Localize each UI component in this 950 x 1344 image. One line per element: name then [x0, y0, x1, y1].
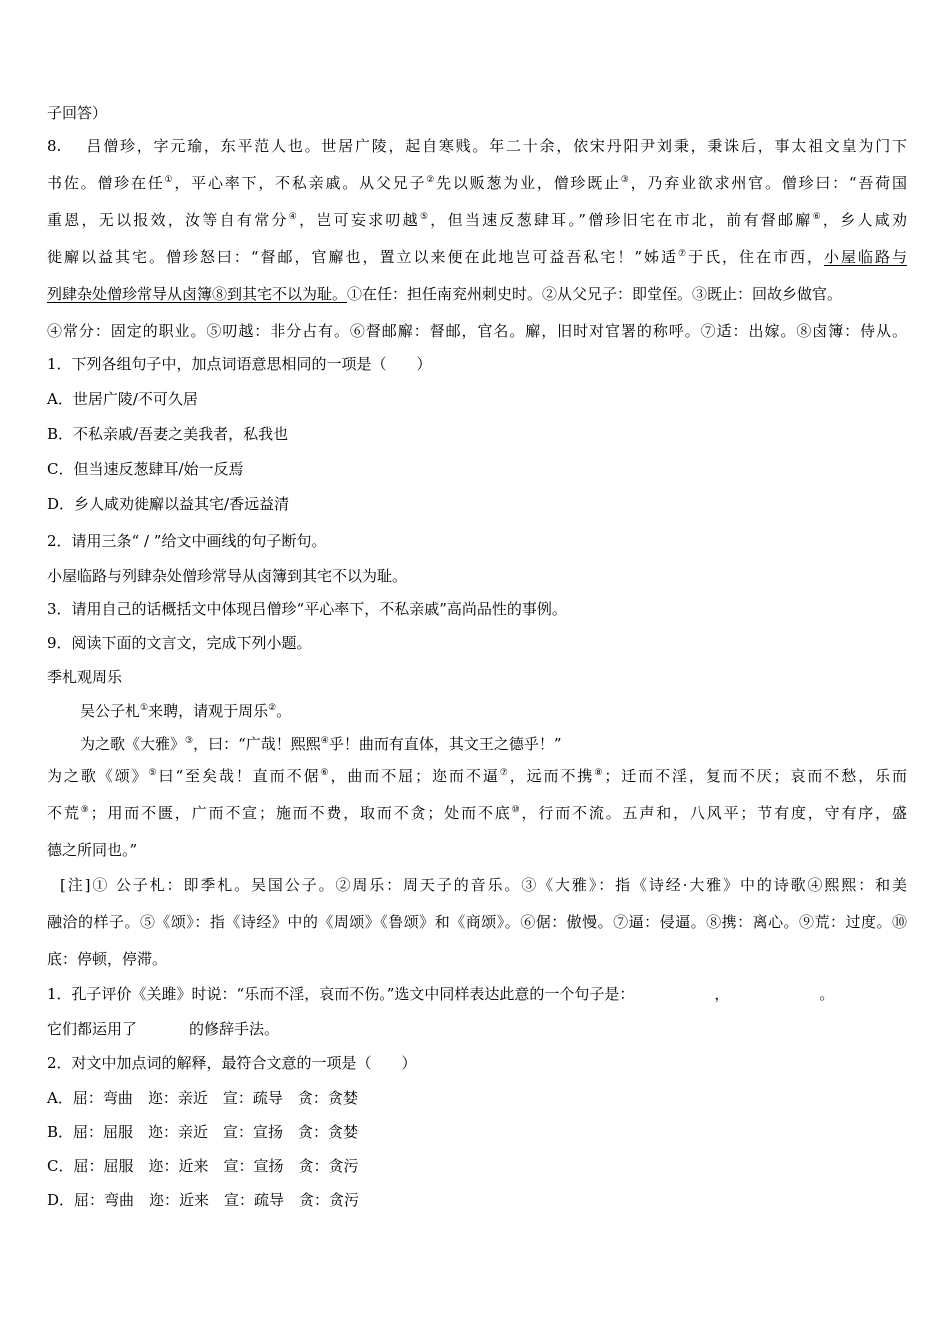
q8-line-4-text: 徙廨以益其宅。僧珍怒曰：“督邮，官廨也，置立以来便在此地岂可益吾私宅！”姊适⑦于氏，住在市西， — [47, 248, 825, 266]
q9-notes-line-2: 融洽的样子。⑤《颂》：指《诗经》中的《周颂》《鲁颂》和《商颂》。⑥倨：傲慢。⑦逼：侵逼。⑧携：离心。⑨荒：过度。⑩ — [47, 913, 907, 931]
q9-sub-question-1-continued — [47, 1019, 907, 1039]
q8-notes-part-2: ④常分：固定的职业。⑤叨越：非分占有。⑥督邮廨：督邮，官名。廨，旧时对官署的称呼。⑦适：出嫁。⑧卤簿：侍从。 — [47, 322, 907, 340]
q9-passage-line-5: 德之所同也。” — [47, 841, 138, 859]
q9-sub-question-2: 2．对文中加点词的解释，最符合文意的一项是（ ） — [47, 1054, 417, 1072]
q9-passage-line-3: 为之歌《颂》⑤曰“至矣哉！直而不倨⑥，曲而不屈；迩而不逼⑦，远而不携⑧；迁而不淫，复而不厌；哀而不愁，乐而 — [47, 767, 907, 785]
q9-option-a: A．屈：弯曲 迩：亲近 宣：疏导 贪：贪婪 — [47, 1089, 358, 1107]
q8-sub-question-1: 1．下列各组句子中，加点词语意思相同的一项是（ ） — [47, 355, 432, 373]
q9-sub-question-1-text: 1．孔子评价《关雎》时说：“乐而不淫，哀而不伤。”选文中同样表达此意的一个句子是： — [47, 985, 635, 1003]
q9-notes-line-1: [注]① 公子札：即季札。吴国公子。②周乐：周天子的音乐。③《大雅》：指《诗经·大雅》中的诗歌④熙熙：和美 — [60, 876, 907, 894]
q9-passage-line-2: 为之歌《大雅》③，曰：“广哉！熙熙④乎！曲而有直体，其文王之德乎！” — [80, 735, 562, 753]
q8-option-c: C．但当速反葱肆耳/始一反焉 — [47, 460, 244, 478]
answer-blank-1[interactable] — [634, 984, 714, 1004]
q8-sub-question-2: 2．请用三条“ / ”给文中画线的句子断句。 — [47, 532, 327, 550]
answer-blank-2[interactable] — [729, 984, 819, 1004]
q8-sub-question-3: 3．请用自己的话概括文中体现吕僧珍“平心率下，不私亲戚”高尚品性的事例。 — [47, 600, 567, 618]
q9-title: 9．阅读下面的文言文，完成下列小题。 — [47, 634, 312, 652]
q8-passage-line-2: 书佐。僧珍在任①，平心率下，不私亲戚。从父兄子②先以贩葱为业，僧珍既止③，乃弃业欲求州官。僧珍曰：“吾荷国 — [47, 174, 907, 192]
q9-passage-title: 季札观周乐 — [47, 668, 123, 686]
end-mark: 。 — [819, 985, 835, 1003]
continued-text: 子回答） — [47, 104, 108, 122]
q8-notes-part-1: ①在任：担任南兖州刺史时。②从父兄子：即堂侄。③既止：回故乡做官。 — [347, 285, 843, 303]
q9-s1-prefix: 它们都运用了 — [47, 1020, 138, 1038]
q8-passage-line-1: 8. 吕僧珍，字元瑜，东平范人也。世居广陵，起自寒贱。年二十余，依宋丹阳尹刘秉，秉诛后，事太祖文皇为门下 — [47, 137, 907, 155]
q8-option-b: B．不私亲戚/吾妻之美我者，私我也 — [47, 425, 289, 443]
q9-notes-line-3: 底：停顿，停滞。 — [47, 950, 168, 968]
answer-blank-3[interactable] — [137, 1019, 189, 1039]
q9-option-d: D．屈：弯曲 迩：近来 宣：疏导 贪：贪污 — [47, 1191, 360, 1209]
q8-sentence-to-punctuate: 小屋临路与列肆杂处僧珍常导从卤簿到其宅不以为耻。 — [47, 567, 408, 585]
q8-passage-line-5 — [47, 284, 907, 304]
q9-option-c: C．屈：屈服 迩：近来 宣：宣扬 贪：贪污 — [47, 1157, 359, 1175]
q8-passage-line-4 — [47, 247, 907, 267]
q9-s1-suffix: 的修辞手法。 — [189, 1020, 280, 1038]
q9-passage-line-4: 不荒⑨；用而不匮，广而不宣；施而不费，取而不贪；处而不底⑩，行而不流。五声和，八风平；节有度，守有序，盛 — [47, 804, 907, 822]
underlined-sentence-part-2: 列肆杂处僧珍常导从卤簿⑧到其宅不以为耻。 — [47, 285, 348, 303]
separator: ， — [714, 985, 730, 1003]
underlined-sentence-part-1: 小屋临路与 — [824, 248, 907, 266]
q9-sub-question-1 — [47, 984, 907, 1004]
q8-passage-line-3: 重恩，无以报效，汝等自有常分④，岂可妄求叨越⑤，但当速反葱肆耳。”僧珍旧宅在市北，前有督邮廨⑥，乡人咸劝 — [47, 211, 907, 229]
q8-option-a: A．世居广陵/不可久居 — [47, 390, 198, 408]
q9-option-b: B．屈：屈服 迩：亲近 宣：宣扬 贪：贪婪 — [47, 1123, 359, 1141]
q9-passage-line-1: 吴公子札①来聘，请观于周乐②。 — [80, 702, 292, 720]
q8-option-d: D．乡人咸劝徙廨以益其宅/香远益清 — [47, 495, 290, 513]
